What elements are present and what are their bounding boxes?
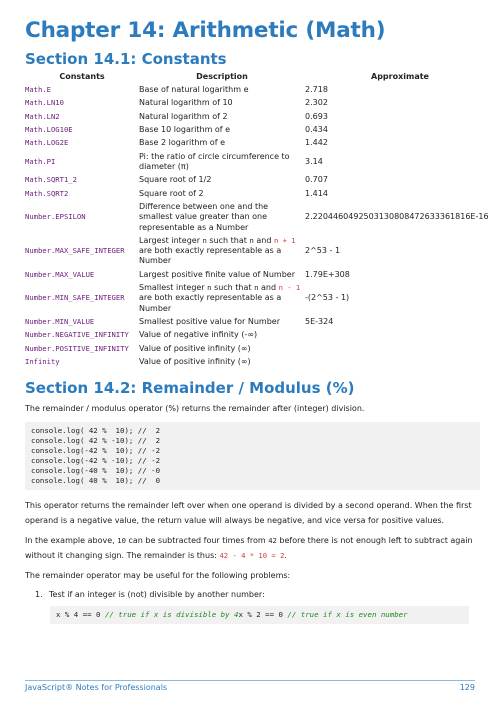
table-row	[25, 268, 495, 281]
constant-description: Square root of 1/2	[139, 175, 212, 185]
constant-name: Math.SQRT2	[25, 188, 69, 198]
description-part: such that	[206, 235, 250, 245]
constant-description: Base of natural logarithm e	[139, 84, 249, 94]
paragraph-operator: This operator returns the remainder left over when one operand is divided by a second operand. When the first operand is a negative value, the return value will always be negative, and vice versa for positive values.	[25, 500, 472, 525]
table-row	[25, 83, 495, 96]
table-row	[25, 187, 495, 200]
description-part: n + 1	[273, 235, 296, 245]
constant-name: Number.MIN_VALUE	[25, 316, 95, 326]
code-comment: // true if x is divisible by 4	[104, 609, 239, 619]
code-line: console.log(-40 % 10); // -0	[31, 465, 161, 475]
constant-approximate: 0.434	[305, 124, 328, 134]
constant-approximate: -(2^53 - 1)	[305, 293, 350, 303]
list-item	[25, 589, 480, 601]
constant-name: Infinity	[25, 357, 60, 367]
constant-name: Math.LOG2E	[25, 138, 69, 148]
inline-code: 10	[117, 535, 126, 545]
description-part: n	[249, 235, 254, 245]
table-row	[25, 201, 495, 235]
constant-name: Number.MAX_VALUE	[25, 269, 95, 279]
description-part: n	[254, 283, 259, 293]
paragraph-uses: The remainder operator may be useful for the following problems:	[25, 570, 291, 580]
table-row	[25, 342, 495, 355]
constant-description: Value of negative infinity (-∞)	[139, 330, 258, 340]
code-block-divisible	[50, 606, 469, 624]
description-part: Largest integer	[139, 235, 203, 245]
constant-name: Number.EPSILON	[25, 212, 86, 222]
constant-description: Natural logarithm of 10	[139, 98, 233, 108]
constant-description: Natural logarithm of 2	[139, 111, 228, 121]
header-constants: Constants	[59, 72, 105, 81]
constant-name: Number.POSITIVE_INFINITY	[25, 343, 129, 353]
header-approximate: Approximate	[371, 72, 429, 81]
page-number: 129	[459, 683, 475, 692]
inline-code: 42 - 4 * 10 = 2	[219, 550, 285, 560]
constant-description	[139, 282, 305, 316]
description-part: n	[207, 283, 212, 293]
table-row	[25, 97, 495, 110]
code-text: x % 2 == 0	[238, 609, 288, 619]
code-line	[56, 610, 238, 619]
constant-description: Base 10 logarithm of e	[139, 124, 231, 134]
constant-name: Math.LN10	[25, 98, 64, 108]
constant-description: Pi: the ratio of circle circumference to diameter (π)	[139, 151, 290, 171]
constant-approximate: 2.718	[305, 84, 328, 94]
description-part: and	[253, 235, 274, 245]
page	[25, 18, 489, 624]
footer-book-title: JavaScript® Notes for Professionals	[25, 683, 168, 692]
constant-description: Largest positive finite value of Number	[139, 269, 295, 279]
code-line	[238, 610, 407, 619]
intro-paragraph: The remainder / modulus operator (%) returns the remainder after (integer) division.	[25, 403, 365, 413]
constant-name: Number.MIN_SAFE_INTEGER	[25, 293, 125, 303]
constant-approximate: 1.79E+308	[305, 269, 350, 279]
constant-name: Number.MAX_SAFE_INTEGER	[25, 246, 125, 256]
header-description: Description	[196, 72, 248, 81]
code-line: console.log(-42 % -10); // -2	[31, 455, 161, 465]
constant-approximate	[305, 355, 495, 368]
constant-name: Math.SQRT1_2	[25, 175, 77, 185]
table-row	[25, 150, 495, 174]
description-part: are both exactly representable as a Number	[139, 246, 282, 266]
constant-description: Value of positive infinity (∞)	[139, 357, 251, 367]
description-part: such that	[211, 283, 255, 293]
code-comment: // true if x is even number	[287, 609, 408, 619]
constant-approximate: 1.442	[305, 138, 328, 148]
table-row	[25, 123, 495, 136]
code-line: console.log( 42 % -10); // 2	[31, 435, 161, 445]
constant-approximate: 2^53 - 1	[305, 246, 341, 256]
section-title-remainder: Section 14.2: Remainder / Modulus (%)	[25, 378, 355, 397]
table-header-row	[25, 72, 495, 83]
table-row	[25, 137, 495, 150]
constants-table	[25, 72, 495, 369]
constant-description: Value of positive infinity (∞)	[139, 343, 251, 353]
list-item-text: Test if an integer is (not) divisible by another number:	[49, 589, 265, 599]
constant-approximate: 3.14	[305, 156, 323, 166]
page-footer	[25, 680, 475, 692]
code-block-remainder	[25, 422, 480, 490]
description-part: n	[202, 235, 207, 245]
constant-name: Number.NEGATIVE_INFINITY	[25, 330, 129, 340]
constant-description	[139, 234, 305, 268]
description-part: Smallest integer	[139, 283, 208, 293]
table-row	[25, 234, 495, 268]
constant-approximate	[305, 342, 495, 355]
table-row	[25, 329, 495, 342]
table-row	[25, 110, 495, 123]
constant-approximate: 2.302	[305, 98, 328, 108]
table-row	[25, 355, 495, 368]
constant-name: Math.LN2	[25, 111, 60, 121]
code-text: x % 4 == 0	[56, 609, 105, 619]
list-number: 1.	[35, 589, 43, 599]
constant-approximate	[305, 329, 495, 342]
constant-description: Square root of 2	[139, 188, 204, 198]
description-part: are both exactly representable as a Number	[139, 293, 282, 313]
constant-description: Base 2 logarithm of e	[139, 138, 225, 148]
constant-description: Smallest positive value for Number	[139, 316, 280, 326]
description-part: and	[258, 283, 279, 293]
inline-code: 42	[268, 535, 277, 545]
table-row	[25, 315, 495, 328]
table-row	[25, 282, 495, 316]
code-line: console.log( 40 % 10); // 0	[31, 475, 161, 485]
paragraph-example	[25, 533, 480, 563]
chapter-title: Chapter 14: Arithmetic (Math)	[25, 18, 386, 43]
constant-name: Math.LOG10E	[25, 124, 73, 134]
paragraph-text: before there is not enough left to subtract again without it changing sign. The remainder is thus:	[25, 535, 473, 560]
constant-description: Difference between one and the smallest value greater than one representable as a Number	[139, 202, 269, 232]
section-title-constants: Section 14.1: Constants	[25, 50, 227, 68]
paragraph-text: In the example above,	[25, 535, 118, 545]
constant-approximate: 0.707	[305, 175, 328, 185]
constant-approximate: 2.2204460492503130808472633361816E-16	[305, 212, 489, 222]
constant-name: Math.PI	[25, 156, 56, 166]
constant-approximate: 0.693	[305, 111, 328, 121]
paragraph-text: .	[284, 550, 287, 560]
code-line: console.log( 42 % 10); // 2	[31, 425, 161, 435]
description-part: n - 1	[278, 283, 301, 293]
constant-name: Math.E	[25, 84, 51, 94]
constant-approximate: 1.414	[305, 188, 328, 198]
constant-approximate: 5E-324	[305, 316, 334, 326]
paragraph-text: can be subtracted four times from	[125, 535, 269, 545]
code-line: console.log(-42 % 10); // -2	[31, 445, 161, 455]
table-row	[25, 174, 495, 187]
